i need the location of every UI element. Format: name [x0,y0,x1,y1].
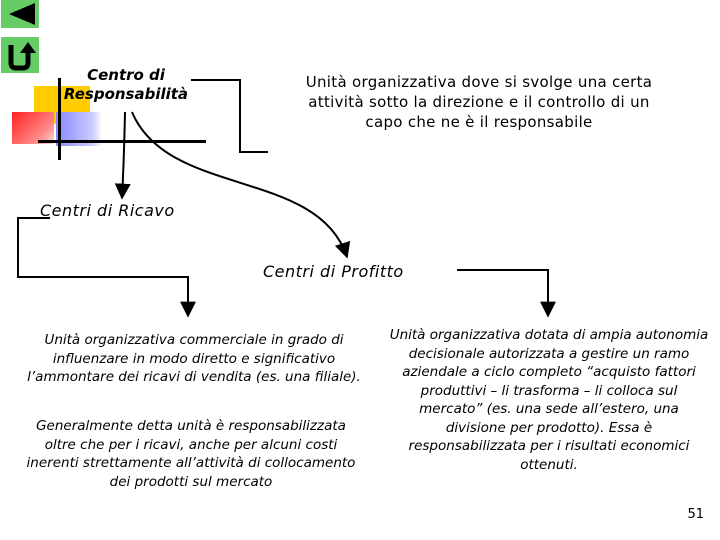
ricavo-to-description-arrow [18,218,188,316]
root-to-ricavo-arrow [122,112,125,198]
profitto-to-description-arrow [457,270,548,316]
ricavo-description: Unità organizzativa commerciale in grado di influenzare in modo diretto e significativo l’ammontare dei ricavi di vendita (es. una filiale). [27,332,361,385]
root-title: Centro di Responsabilità [63,66,189,103]
ricavo-label: Centri di Ricavo [40,201,175,220]
ricavo-note: Generalmente detta unità è responsabilizzata oltre che per i ricavi, anche per alcuni costi inerenti strettamente all’attività di collocamento dei prodotti sul mercato [26,418,356,490]
page-number: 51 [687,507,704,522]
root-to-definition-line [191,80,268,152]
profitto-label: Centri di Profitto [263,262,404,281]
profitto-description: Unità organizzativa dotata di ampia autonomia decisionale autorizzata a gestire un ramo aziendale a ciclo completo “acquisto fattori produttivi – li trasforma – li colloca sul mercato” (es. una sede all’estero, una divisione per prodotto). Essa è responsabilizzata per i risultati economici ottenuti. [389,327,709,473]
root-definition: Unità organizzativa dove si svolge una certa attività sotto la direzione e il controllo di un capo che ne è il responsabile [305,73,653,131]
